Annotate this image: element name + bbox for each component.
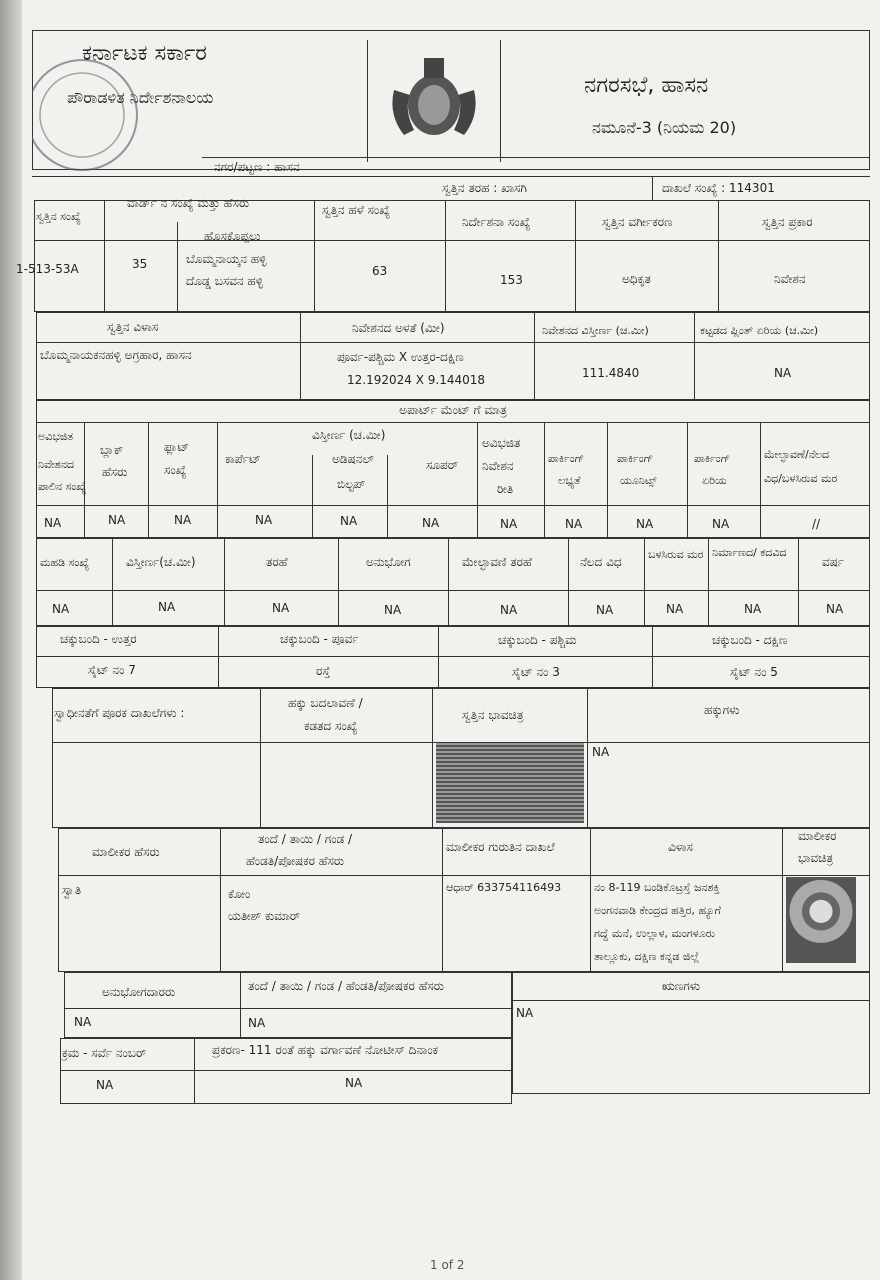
property-number: 1-513-53A (16, 262, 79, 276)
rule (708, 538, 709, 626)
govt-name: ಕರ್ನಾಟಕ ಸರ್ಕಾರ (82, 41, 207, 66)
header-transfer-file: ಹಕ್ಕು ಬದಲಾವಣೆ / (288, 696, 363, 710)
header-additional: ಅಡಿಷನಲ್ (332, 452, 374, 466)
rule (58, 875, 870, 876)
header-flat: ಸಂಖ್ಯೆ (164, 463, 187, 477)
header-rights: ಹಕ್ಕುಗಳು (704, 703, 740, 717)
dept-name: ಪೌರಾಡಳಿತ ನಿರ್ದೇಶನಾಲಯ (67, 88, 214, 107)
rule (575, 200, 576, 312)
transfer-notice-date: NA (345, 1076, 363, 1090)
rule (587, 688, 588, 828)
rule (534, 312, 535, 400)
boundary-west: ಸೈಟ್ ನಂ 3 (512, 665, 560, 679)
site-dims: 12.192024 X 9.144018 (347, 373, 485, 387)
header-plinth-area: ಕಟ್ಟಡದ ಪ್ಲಿಂತ್ ಏರಿಯ (ಚ.ಮೀ) (700, 324, 819, 337)
header-property-photo: ಸ್ವತ್ತಿನ ಭಾವಚಿತ್ರ (462, 708, 524, 722)
rule (314, 200, 315, 312)
header-undivided-type: ಅವಿಭಜಿತ (482, 436, 521, 450)
rule (32, 176, 870, 177)
rule (240, 972, 241, 1038)
rule (112, 538, 113, 626)
floor-header: ವಿಸ್ತೀರ್ಣ(ಚ.ಮೀ) (126, 555, 196, 569)
rule (607, 422, 608, 538)
boundary-north: ಸೈಟ್ ನಂ 7 (88, 663, 136, 677)
header-site-dims: ನಿವೇಶನದ ಅಳತೆ (ಮೀ) (352, 321, 445, 335)
rule (652, 626, 653, 688)
header-property-kind: ಸ್ವತ್ತಿನ ಪ್ರಕಾರ (762, 215, 813, 229)
header-owner-id: ಮಾಲೀಕರ ಗುರುತಿನ ದಾಖಲೆ (446, 840, 555, 854)
header-carpet: ಕಾರ್ಪೆಟ್ (225, 452, 261, 466)
header-property-number: ಸ್ವತ್ತಿನ ಸಂಖ್ಯೆ (36, 210, 81, 223)
rule (438, 626, 439, 688)
floor-value: NA (272, 601, 290, 615)
header-divider (500, 40, 501, 162)
rule (217, 422, 218, 538)
rule (312, 455, 313, 538)
rule (36, 590, 870, 591)
record-number: ದಾಖಲೆ ಸಂಖ್ಯೆ : 114301 (662, 181, 775, 195)
rule (544, 422, 545, 538)
owner-address-line: ನಂ 8-119 ಬಂಡಿಕೊಟ್ರಸ್ತೆ ಜನಶಕ್ತಿ (594, 881, 720, 894)
rule (798, 538, 799, 626)
rule (300, 312, 301, 400)
header-additional: ಬಿಲ್ಟಪ್ (337, 477, 366, 491)
page-number: 1 of 2 (430, 1258, 465, 1272)
rule (590, 828, 591, 972)
apartment-value: NA (255, 513, 273, 527)
owner-address-line: ತಾಲ್ಲೂಕು, ದಕ್ಷಿಣ ಕನ್ನಡ ಜಿಲ್ಲೆ (594, 950, 700, 963)
document-page (16, 0, 880, 1280)
owner-address-line: ಗದ್ದೆ ಮನೆ, ಉಲ್ಲಾಳ, ಮಂಗಳೂರು (594, 927, 716, 940)
header-undivided-type: ರೀತಿ (497, 482, 514, 496)
floor-header: ಮೇಲ್ಛಾವಣಿ ತರಹೆ (462, 555, 532, 569)
old-number: 63 (372, 264, 388, 278)
rule (445, 200, 446, 312)
boundary-header-north: ಚಕ್ಕುಬಂದಿ - ಉತ್ತರ (60, 632, 137, 646)
rule (148, 422, 149, 538)
property-kind: ನಿವೇಶನ (774, 272, 806, 286)
direction-number: 153 (500, 273, 523, 287)
rule (687, 422, 688, 538)
rule (64, 1008, 512, 1009)
header-supporting-docs: ಸ್ವಾಧೀನತೆಗೆ ಪೂರಕ ದಾಖಲೆಗಳು : (54, 706, 185, 720)
rule (477, 422, 478, 538)
rule (652, 176, 653, 200)
floor-header: ಮಹಡಿ ಸಂಖ್ಯೆ (40, 556, 90, 569)
header-transfer-file: ಕಡತದ ಸಂಖ್ಯೆ (304, 719, 358, 733)
property-table (34, 200, 870, 312)
header-owner-photo: ಮಾಲೀಕರ (798, 829, 837, 843)
rule (568, 538, 569, 626)
page-shadow (0, 0, 22, 1280)
rule (432, 688, 433, 828)
owner-photo (786, 877, 856, 963)
header-parking-area: ಏರಿಯ (702, 474, 727, 487)
header-ward: ವಾರ್ಡ್ ನ ಸಂಖ್ಯೆ ಮತ್ತು ಹೆಸರು (127, 196, 250, 210)
floor-header: ನೆಲದ ವಿಧ (580, 555, 622, 569)
rule (36, 342, 870, 343)
survey-number: NA (96, 1078, 114, 1092)
header-block: ಬ್ಲಾಕ್ (100, 443, 124, 457)
floor-header: ಬಳಸಿರುವ ಮರ (648, 548, 704, 561)
rule (260, 688, 261, 828)
apartment-value: NA (422, 516, 440, 530)
office-seal-stamp (32, 40, 142, 190)
header-old-number: ಸ್ವತ್ತಿನ ಹಳೆ ಸಂಖ್ಯೆ (322, 203, 391, 217)
ward-number: 35 (132, 257, 148, 271)
header-block: ಹೆಸರು (102, 465, 128, 479)
header-undivided-type: ನಿವೇಶನ (482, 459, 514, 473)
floor-value: NA (666, 602, 684, 616)
header-loans: ಋಣಗಳು (662, 979, 701, 993)
header-classification: ಸ್ವತ್ತಿನ ವರ್ಗೀಕರಣ (602, 215, 673, 229)
header-undivided: ಪಾಲಿನ ಸಂಖ್ಯೆ (38, 480, 87, 493)
loans-value: NA (516, 1006, 534, 1020)
rule (694, 312, 695, 400)
rights-value: NA (592, 745, 610, 759)
rule (220, 828, 221, 972)
floor-header: ನಿರ್ಮಾಣದ/ ಕದವಿದ (712, 546, 787, 559)
floor-value: NA (384, 603, 402, 617)
floor-value: NA (500, 603, 518, 617)
rule (224, 538, 225, 626)
apartment-value: NA (500, 517, 518, 531)
form-number: ನಮೂನೆ-3 (ನಿಯಮ 20) (592, 118, 737, 137)
apartment-title: ಅಪಾರ್ಟ್ ಮೆಂಟ್ ಗೆ ಮಾತ್ರ (399, 403, 507, 417)
rule (218, 626, 219, 688)
rule (36, 656, 870, 657)
header-transfer-notice-date: ಪ್ರಕರಣ- 111 ರಂತೆ ಹಕ್ಕು ವರ್ಗಾವಣೆ ನೋಟೀಸ್ ದಿನಾಂಕ (212, 1043, 439, 1057)
rule (177, 222, 178, 312)
boundary-header-east: ಚಕ್ಕುಬಂದಿ - ಪೂರ್ವ (280, 632, 359, 646)
header-owner-photo: ಭಾವಚಿತ್ರ (798, 851, 834, 865)
rule (202, 157, 870, 158)
header-flat: ಫ್ಲಾಟ್ (164, 440, 190, 454)
rule (34, 240, 870, 241)
occupant-relation-value: NA (248, 1016, 266, 1030)
header-survey-number: ಕ್ರಮ - ಸರ್ವೆ ನಂಬರ್ (62, 1046, 147, 1060)
header-occupant: ಅನುಭೋಗದಾರರು (102, 985, 176, 999)
rule (36, 422, 870, 423)
boundary-header-south: ಚಕ್ಕುಬಂದಿ - ದಕ್ಷಿಣ (712, 633, 788, 647)
rule (448, 538, 449, 626)
apartment-value: NA (174, 513, 192, 527)
boundary-east: ರಸ್ತೆ (316, 664, 331, 678)
header-undivided: ನಿವೇಶನದ (38, 458, 75, 471)
property-type: ಸ್ವತ್ತಿನ ತರಹ : ಖಾಸಗಿ (442, 181, 527, 195)
floor-value: NA (826, 602, 844, 616)
owner-name: ಸ್ವಾತಿ (62, 883, 82, 897)
header-super: ಸೂಪರ್ (426, 458, 458, 472)
owner-address-line: ಅಂಗನವಾಡಿ ಕೇಂದ್ರದ ಹತ್ತಿರ, ಹ್ಯೂಗೆ (594, 904, 721, 917)
site-area: 111.4840 (582, 366, 640, 380)
rule (60, 1070, 512, 1071)
header-parking-availability: ಲಭ್ಯತೆ (558, 474, 581, 487)
rule (104, 200, 105, 312)
owner-relation: ಕೋಂ (228, 887, 251, 901)
header-parking-area: ಪಾರ್ಕಿಂಗ್ (694, 452, 731, 465)
header-parking-units: ಯೂನಿಟ್ಸ್ (620, 474, 657, 487)
apartment-value: NA (565, 517, 583, 531)
office-name: ನಗರಸಭೆ, ಹಾಸನ (584, 73, 709, 98)
occupant-value: NA (74, 1015, 92, 1029)
ward-name-line: ದೊಡ್ಡ ಬಸವನ ಹಳ್ಳಿ (186, 274, 264, 288)
header-owner-address: ವಿಳಾಸ (668, 840, 693, 854)
owner-relation: ಯತೀಶ್ ಕುಮಾರ್ (228, 909, 301, 923)
header-roof: ವಿಧ/ಬಳಸಿರುವ ಮರ (764, 472, 838, 485)
ward-name-line: ಹೊಸಕೊಪ್ಪಲು (204, 229, 261, 243)
floor-header: ತರಹೆ (266, 555, 288, 569)
floor-value: NA (596, 603, 614, 617)
rule (718, 200, 719, 312)
floor-header: ವರ್ಷ (822, 555, 845, 569)
rule (512, 1000, 870, 1001)
floor-value: NA (52, 602, 70, 616)
apartment-value: NA (44, 516, 62, 530)
floor-value: NA (744, 602, 762, 616)
header-site-area: ನಿವೇಶನದ ವಿಸ್ತೀರ್ಣ (ಚ.ಮೀ) (542, 324, 649, 337)
property-address: ಬೊಮ್ಮನಾಯಕನಹಳ್ಳಿ ಅಗ್ರಹಾರ, ಹಾಸನ (40, 348, 192, 362)
header-owner-relation: ಹೆಂಡತಿ/ಪೋಷಕರ ಹೆಸರು (246, 854, 345, 868)
header-parking-availability: ಪಾರ್ಕಿಂಗ್ (548, 452, 585, 465)
rule (194, 1038, 195, 1104)
plinth-area: NA (774, 366, 792, 380)
apartment-value: NA (636, 517, 654, 531)
header-undivided: ಅವಿಭಜಿತ (38, 430, 74, 443)
apartment-value: NA (340, 514, 358, 528)
header-direction-number: ನಿರ್ದೇಶನಾ ಸಂಖ್ಯೆ (462, 215, 531, 229)
header-divider (367, 40, 368, 162)
header-roof: ಮೇಲ್ಛಾವಣೆ/ನೆಲದ (764, 448, 830, 461)
ward-name-line: ಬೊಮ್ಮನಾಯ್ಕನ ಹಳ್ಳಿ (186, 252, 267, 266)
floor-header: ಅನುಭೋಗ (366, 555, 411, 569)
rule (338, 538, 339, 626)
apartment-value: NA (712, 517, 730, 531)
property-photo (436, 743, 584, 823)
rule (644, 538, 645, 626)
rule (387, 455, 388, 538)
apartment-value: NA (108, 513, 126, 527)
header-area: ವಿಸ್ತೀರ್ಣ (ಚ.ಮೀ) (312, 428, 386, 442)
classification: ಅಧಿಕೃತ (622, 272, 651, 286)
boundary-header-west: ಚಕ್ಕುಬಂದಿ - ಪಶ್ಚಿಮ (498, 633, 577, 647)
boundary-south: ಸೈಟ್ ನಂ 5 (730, 665, 778, 679)
header-owner-name: ಮಾಲೀಕರ ಹೆಸರು (92, 845, 160, 859)
rule (36, 505, 870, 506)
dims-label: ಪೂರ್ವ-ಪಶ್ಚಿಮ X ಉತ್ತರ-ದಕ್ಷಿಣ (337, 350, 464, 364)
owner-id: ಆಧಾರ್ 633754116493 (446, 881, 562, 894)
rule (442, 828, 443, 972)
emblem-icon (384, 50, 484, 145)
rule (782, 828, 783, 972)
town-label: ನಗರ/ಪಟ್ಟಣ : ಹಾಸನ (214, 160, 300, 174)
header-occupant-relation: ತಂದೆ / ತಾಯಿ / ಗಂಡ / ಹೆಂಡತಿ/ಪೋಷಕರ ಹೆಸರು (248, 979, 444, 993)
rule (760, 422, 761, 538)
header-parking-units: ಪಾರ್ಕಿಂಗ್ (617, 452, 654, 465)
header-address: ಸ್ವತ್ತಿನ ವಿಳಾಸ (107, 320, 159, 334)
apartment-value: // (812, 517, 821, 531)
floor-value: NA (158, 600, 176, 614)
header-owner-relation: ತಂದೆ / ತಾಯಿ / ಗಂಡ / (258, 832, 353, 846)
